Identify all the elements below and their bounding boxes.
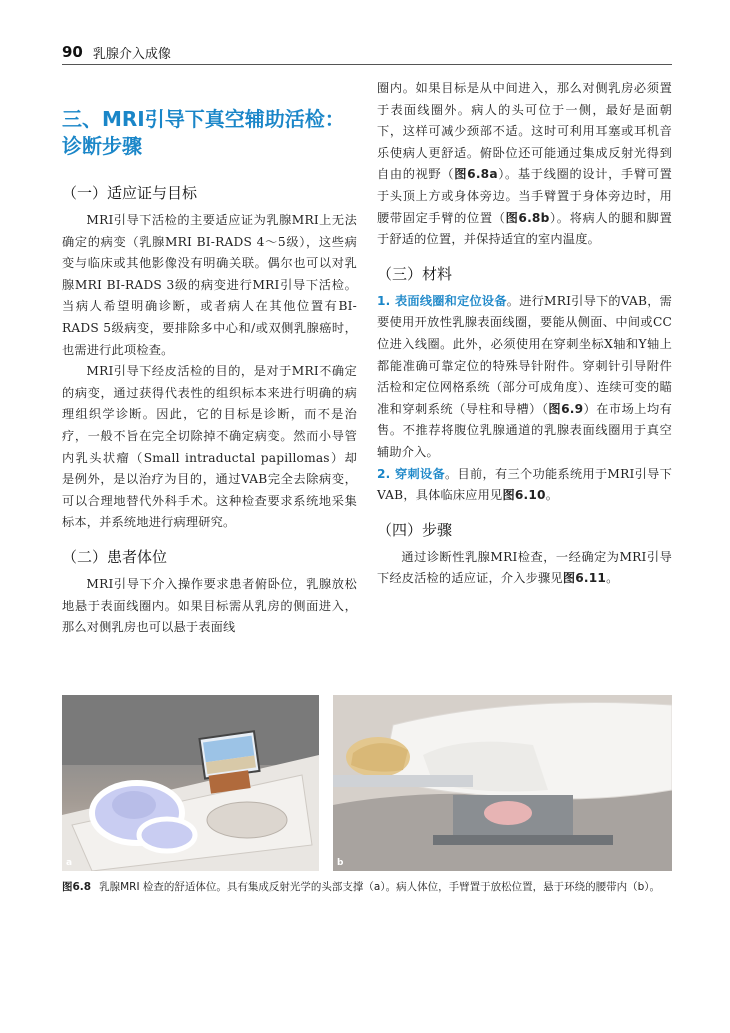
heading-patient-position: （二）患者体位 — [62, 547, 168, 566]
text-run: 。 — [606, 571, 619, 586]
page-number: 90 — [62, 43, 83, 61]
figure-photo-a — [62, 695, 319, 871]
figure-caption — [62, 878, 674, 896]
figure-ref-6-8a: 图6.8a — [454, 167, 498, 182]
text-run: 圈内。如果目标是从中间进入，那么对侧乳房必须置于表面线圈外。病人的头可位于一侧，最好是面朝下，这样可减少颈部不适。这时可利用耳塞或耳机音乐使病人更舒适。俯卧位还可能通过集成反射光得到自由的视野（ — [377, 81, 672, 182]
paragraph-indications-2: MRI引导下经皮活检的目的，是对于MRI不确定的病变，通过获得代表性的组织标本来进行明确的病理组织学诊断。因此，它的目标是诊断，而不是治疗，一般不旨在完全切除掉不确定病变。然而小导管内乳头状瘤（Small intraductal papillomas）却是例外，是以治疗为目的，通过VAB完全去除病变，可以合理地替代外科手术。这种检查要求系统地采集标本，并系统地进行病理研究。 — [62, 364, 357, 530]
figure-photo-b — [333, 695, 672, 871]
heading-procedure: （四）步骤 — [377, 520, 453, 539]
paragraph-indications-1: MRI引导下活检的主要适应证为乳腺MRI上无法确定的病变（乳腺MRI BI-RADS 4～5级），这些病变与临床或其他影像没有明确关联。偶尔也可以对乳腺MRI BI-RADS 3级的病变进行MRI引导下活检。当病人希望明确诊断，或者病人在其他位置有BI-RADS 5级病变，要排除多中心和/或双侧乳腺癌时，也需进行此项检查。 — [62, 213, 357, 357]
head-support-illustration — [62, 695, 319, 871]
figure-ref-6-11: 图6.11 — [562, 571, 607, 586]
figure-ref-6-9: 图6.9 — [548, 401, 584, 416]
caption-text: 乳腺MRI 检查的舒适体位。具有集成反射光学的头部支撑（a）。病人体位，手臂置于放松位置，悬于环绕的腰带内（b）。 — [99, 881, 660, 893]
paragraph-procedure — [377, 547, 672, 590]
heading-materials: （三）材料 — [377, 264, 453, 283]
patient-position-illustration — [333, 695, 672, 871]
text-run: ）在市场上均有售。不推荐将腹位乳腺通道的乳腺表面线圈用于真空辅助介入。 — [377, 401, 673, 459]
heading-indications: （一）适应证与目标 — [62, 184, 198, 202]
figure-ref-6-10: 图6.10 — [502, 488, 546, 503]
caption-label: 图6.8 — [62, 881, 92, 893]
page-header — [62, 40, 672, 65]
paragraph-position-1: MRI引导下介入操作要求患者俯卧位，乳腺放松地悬于表面线圈内。如果目标需从乳房的侧面进入，那么对侧乳房也可以悬于表面线 — [62, 576, 357, 635]
right-column — [377, 78, 672, 590]
text-run: 。目前，有三个功能系统用于MRI引导下VAB，具体临床应用见 — [377, 466, 672, 503]
figure-label-b: b — [337, 858, 344, 868]
text-run: 通过诊断性乳腺MRI检查，一经确定为MRI引导下经皮活检的适应证，介入步骤见 — [377, 549, 672, 586]
item-label-biopsy-device: 2. 穿刺设备 — [377, 466, 446, 481]
item-label-surface-coil: 1. 表面线圈和定位设备 — [377, 293, 507, 308]
text-run: 。 — [545, 488, 559, 503]
text-run: ）。基于线圈的设计，手臂可置于头顶上方或身体旁边。当手臂置于身体旁边时，用腰带固定手臂的位置（ — [377, 167, 672, 225]
running-title: 乳腺介入成像 — [92, 46, 171, 62]
paragraph-position-cont — [377, 78, 672, 251]
figure-ref-6-8b: 图6.8b — [505, 210, 550, 225]
paragraph-materials-2 — [377, 464, 672, 507]
text-run: 。进行MRI引导下的VAB，需要使用开放性乳腺表面线圈，要能从侧面、中间或CC位进入线圈。此外，必须使用在穿刺坐标X轴和Y轴上都能准确可靠定位的特殊导针附件。穿刺针引导附件活检和定位网格系统（部分可成角度）、连续可变的瞄准和穿刺系统（导柱和导槽）（ — [377, 293, 672, 416]
section-title: 三、MRI引导下真空辅助活检：诊断步骤 — [62, 107, 345, 158]
text-run: ）。将病人的腿和脚置于舒适的位置，并保持适宜的室内温度。 — [377, 210, 673, 247]
left-column — [62, 78, 357, 639]
figure-label-a: a — [66, 858, 73, 868]
paragraph-materials-1 — [377, 291, 672, 464]
